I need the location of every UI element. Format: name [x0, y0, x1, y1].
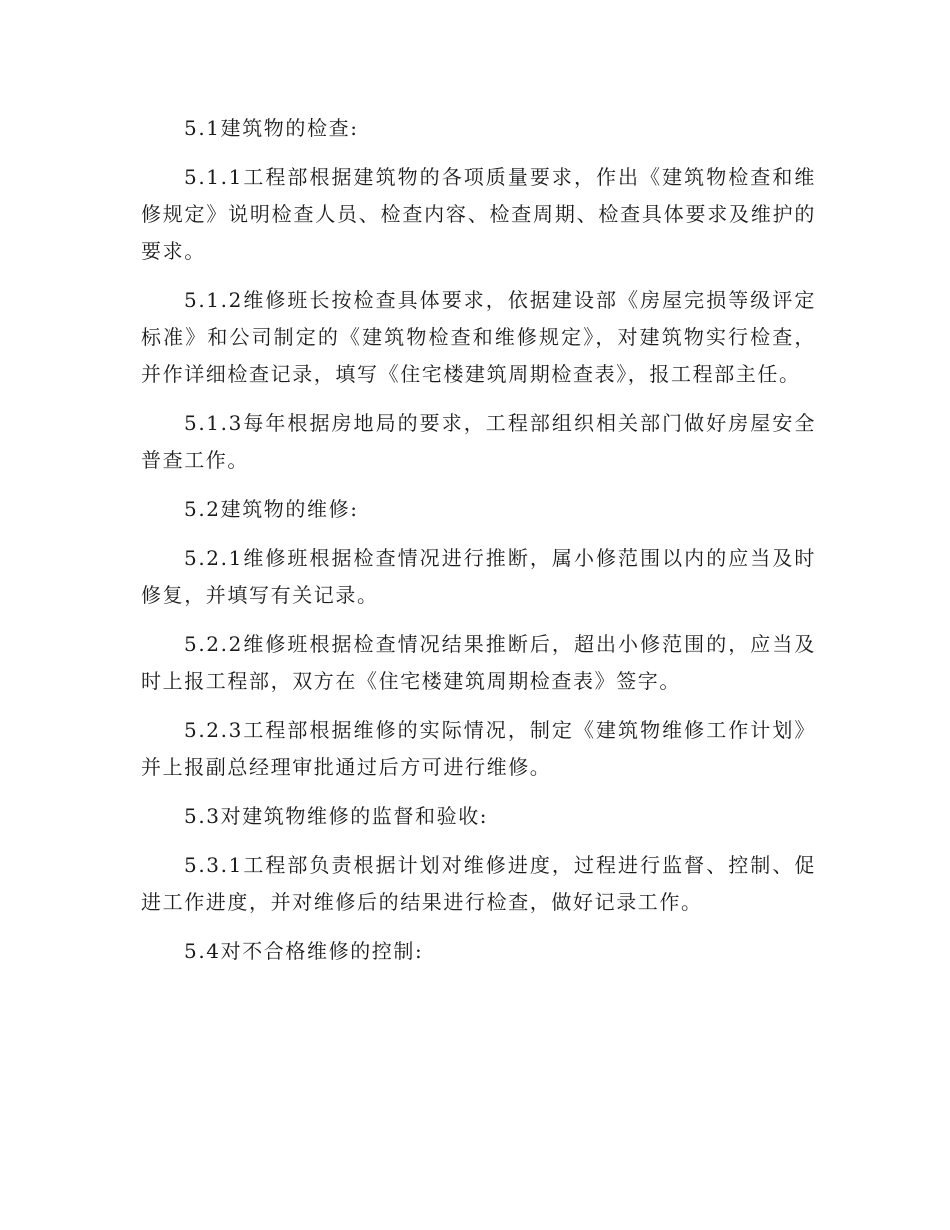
- paragraph-5-1-3: 5.1.3每年根据房地局的要求，工程部组织相关部门做好房屋安全普查工作。: [141, 411, 816, 472]
- paragraph-5-1-2: 5.1.2维修班长按检查具体要求，依据建设部《房屋完损等级评定标准》和公司制定的《建筑物检查和维修规定》，对建筑物实行检查，并作详细检查记录，填写《住宅楼建筑周期检查表》，报工程部主任。: [141, 288, 816, 386]
- heading-5-4: 5.4对不合格维修的控制:: [184, 939, 424, 963]
- heading-5-2: 5.2建筑物的维修:: [184, 497, 359, 521]
- paragraph-5-2-3: 5.2.3工程部根据维修的实际情况，制定《建筑物维修工作计划》并上报副总经理审批通过后方可进行维修。: [141, 718, 816, 779]
- heading-5-1: 5.1建筑物的检查:: [184, 116, 359, 140]
- paragraph-5-2-2: 5.2.2维修班根据检查情况结果推断后，超出小修范围的，应当及时上报工程部，双方在《住宅楼建筑周期检查表》签字。: [141, 632, 816, 693]
- heading-5-3: 5.3对建筑物维修的监督和验收:: [184, 804, 489, 828]
- paragraph-5-2-1: 5.2.1维修班根据检查情况进行推断，属小修范围以内的应当及时修复，并填写有关记录。: [141, 546, 816, 607]
- paragraph-5-3-1: 5.3.1工程部负责根据计划对维修进度，过程进行监督、控制、促进工作进度，并对维修后的结果进行检查，做好记录工作。: [141, 853, 816, 914]
- document-body: [141, 110, 816, 982]
- paragraph-5-1-1: 5.1.1工程部根据建筑物的各项质量要求，作出《建筑物检查和维修规定》说明检查人员、检查内容、检查周期、检查具体要求及维护的要求。: [141, 165, 816, 263]
